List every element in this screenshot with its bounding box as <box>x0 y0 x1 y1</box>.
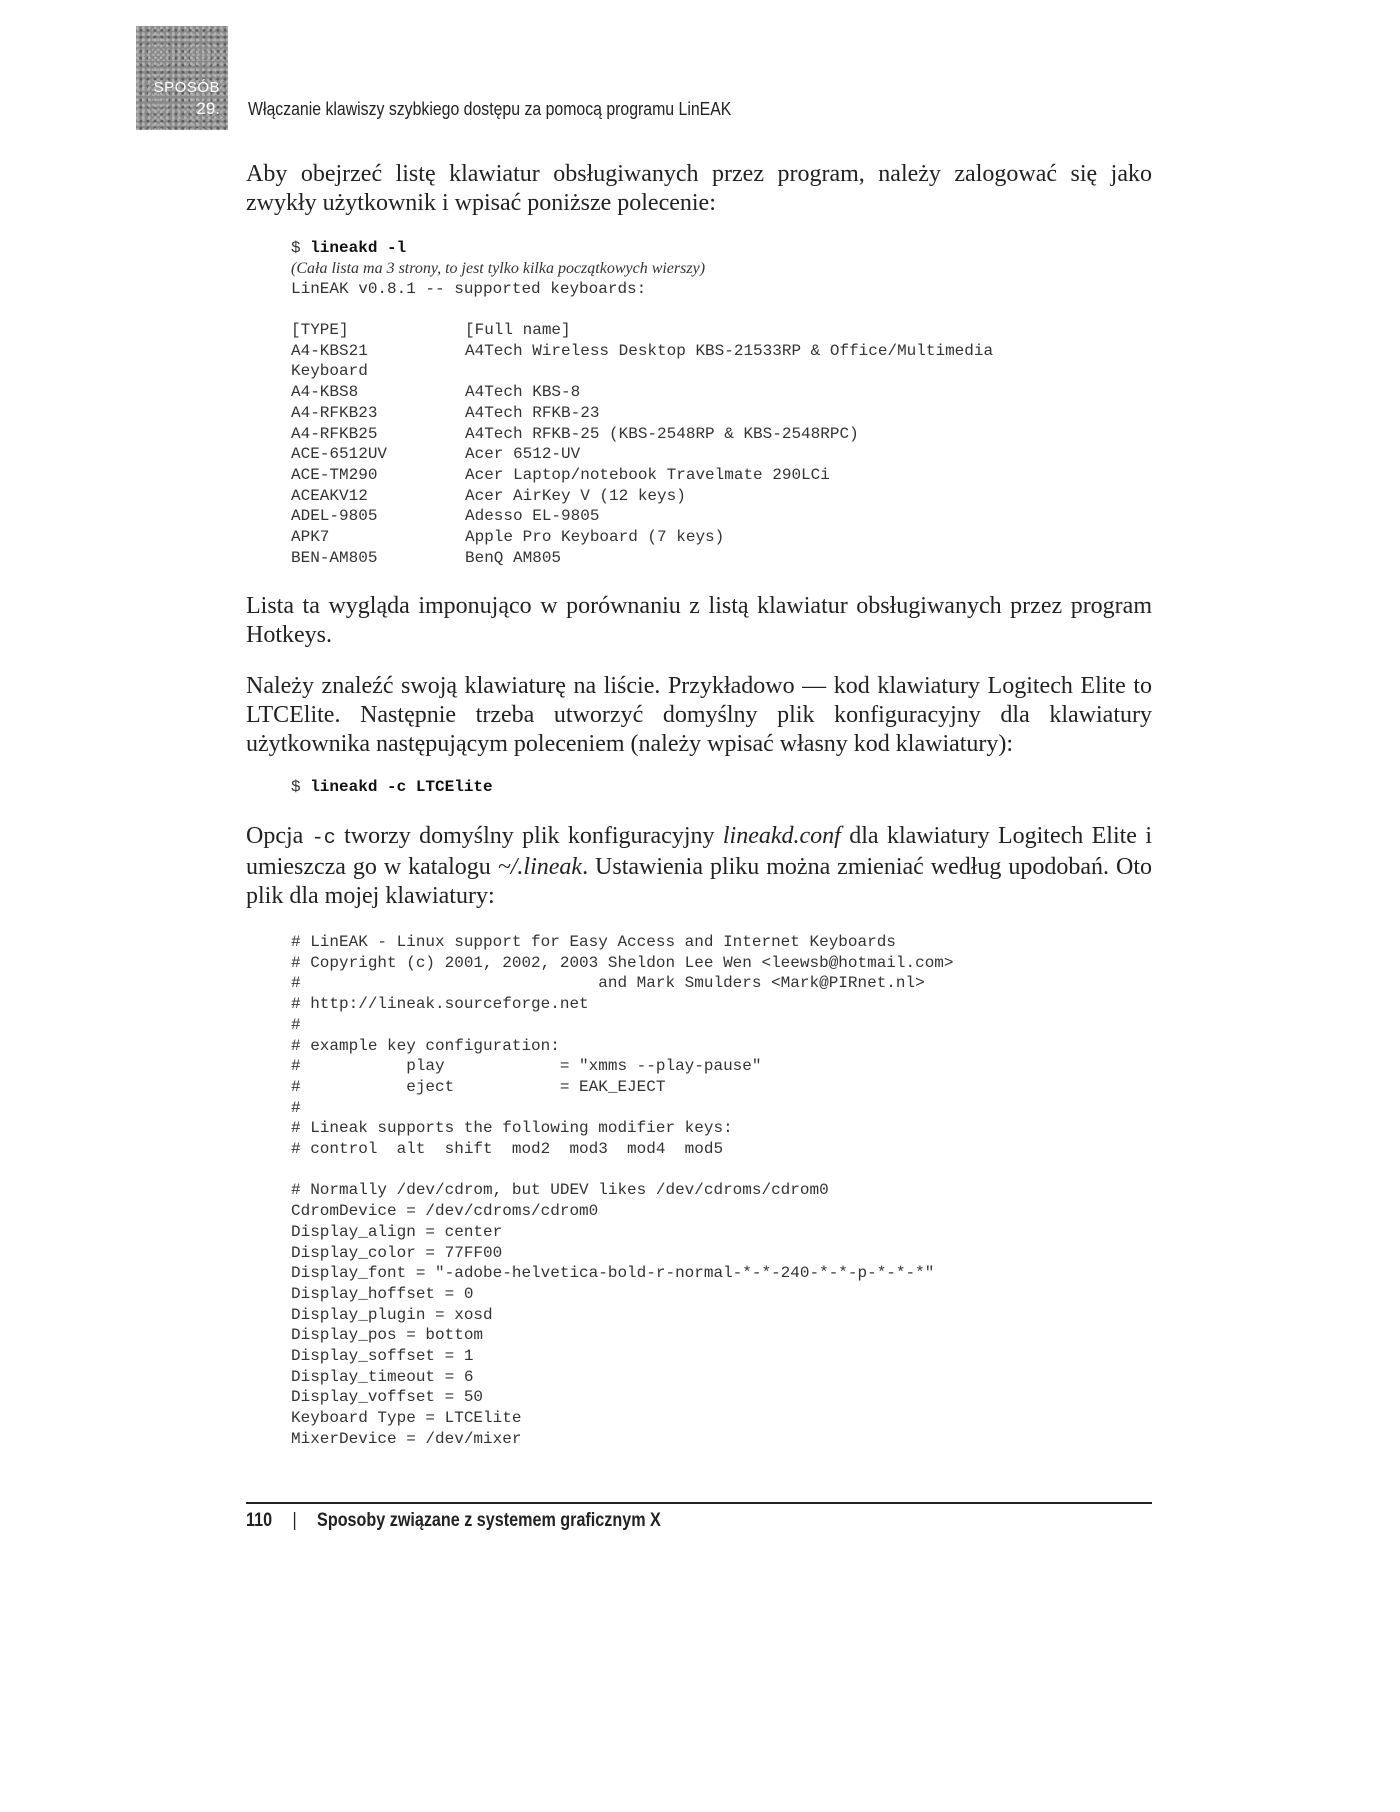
paragraph-find-keyboard: Należy znaleźć swoją klawiaturę na liście. Przykładowo — kod klawiatury Logitech Elite to LTCElite. Następnie trzeba utworzyć domyślny plik konfiguracyjny dla klawiatury użytkownika następującym poleceniem (należy wpisać własny kod klawiatury): <box>246 673 1152 757</box>
paragraph-hotkeys: Lista ta wygląda imponująco w porównaniu z listą klawiatur obsługiwanych przez program Hotkeys. <box>246 593 1152 648</box>
list-command-block <box>291 238 705 300</box>
config-line: # http://lineak.sourceforge.net <box>291 995 589 1014</box>
keyboard-type: ADEL-9805 <box>291 507 378 526</box>
config-command-block <box>291 777 493 798</box>
footer-rule <box>246 1502 1152 1504</box>
config-line: Display_color = 77FF00 <box>291 1243 503 1262</box>
page-footer <box>246 1510 661 1532</box>
table-row <box>291 507 599 525</box>
keyboard-rows <box>291 342 993 567</box>
table-row <box>291 383 580 401</box>
config-line: Display_hoffset = 0 <box>291 1284 474 1303</box>
shell-prompt: $ <box>291 239 311 257</box>
config-file-listing <box>291 932 954 1450</box>
chapter-title: Sposoby związane z systemem graficznym X <box>317 1510 661 1531</box>
keyboard-type: A4-KBS8 <box>291 383 359 402</box>
para4-text-1: Opcja <box>246 823 312 849</box>
output-header: LinEAK v0.8.1 -- supported keyboards: <box>291 280 647 299</box>
config-line: Display_voffset = 50 <box>291 1388 484 1407</box>
config-line: Keyboard Type = LTCElite <box>291 1409 522 1428</box>
config-line: Display_pos = bottom <box>291 1326 484 1345</box>
keyboard-type: A4-RFKB23 <box>291 403 378 422</box>
page-number: 110 <box>246 1510 273 1531</box>
table-row <box>291 466 830 484</box>
config-line: # control alt shift mod2 mod3 mod4 mod5 <box>291 1140 724 1159</box>
table-row <box>291 549 561 567</box>
config-line: Display_align = center <box>291 1222 503 1241</box>
sposob-badge <box>136 26 228 130</box>
para4-text-4: . Ustawienia pliku można zmieniać według upodobań. Oto plik dla mojej klawiatury: <box>246 854 1152 909</box>
option-flag: -c <box>311 827 336 850</box>
table-row <box>291 425 859 443</box>
column-header-name: [Full name] <box>465 321 571 339</box>
config-line: # Copyright (c) 2001, 2002, 2003 Sheldon Lee Wen <leewsb@hotmail.com> <box>291 953 954 972</box>
para4-text-2: tworzy domyślny plik konfiguracyjny <box>335 823 723 849</box>
para4-text-3: dla klawiatury Logitech Elite i umieszcza go w katalogu <box>246 823 1152 880</box>
config-line: # and Mark Smulders <Mark@PIRnet.nl> <box>291 974 925 993</box>
keyboard-type: BEN-AM805 <box>291 548 378 567</box>
config-line: # example key configuration: <box>291 1036 560 1055</box>
config-line: MixerDevice = /dev/mixer <box>291 1429 522 1448</box>
paragraph-option-c <box>246 822 1152 911</box>
keyboard-name: Acer Laptop/notebook Travelmate 290LCi <box>465 465 830 484</box>
table-row <box>291 445 580 463</box>
config-line: # eject = EAK_EJECT <box>291 1077 666 1096</box>
config-line: CdromDevice = /dev/cdroms/cdrom0 <box>291 1202 599 1221</box>
table-row <box>291 487 686 505</box>
config-directory: ~/.lineak <box>497 854 583 880</box>
config-line: # LinEAK - Linux support for Easy Access and Internet Keyboards <box>291 933 896 951</box>
config-line: # Normally /dev/cdrom, but UDEV likes /dev/cdroms/cdrom0 <box>291 1181 829 1200</box>
keyboard-name: Apple Pro Keyboard (7 keys) <box>465 528 725 547</box>
badge-label: SPOSÓB <box>153 79 220 96</box>
table-row <box>291 362 465 380</box>
keyboard-type: Keyboard <box>291 362 368 381</box>
list-command: lineakd -l <box>310 239 407 257</box>
keyboard-name: A4Tech RFKB-25 (KBS-2548RP & KBS-2548RPC) <box>465 424 859 443</box>
config-line: Display_font = "-adobe-helvetica-bold-r-normal-*-*-240-*-*-p-*-*-*" <box>291 1264 935 1283</box>
config-line: Display_timeout = 6 <box>291 1367 474 1386</box>
keyboard-type: ACE-6512UV <box>291 445 388 464</box>
column-header-type: [TYPE] <box>291 321 349 339</box>
running-title: Włączanie klawiszy szybkiego dostępu za pomocą programu LinEAK <box>248 99 732 119</box>
keyboard-name: Acer AirKey V (12 keys) <box>465 486 686 505</box>
badge-number: 29. <box>196 99 220 118</box>
shell-prompt: $ <box>291 778 311 796</box>
keyboard-name: Adesso EL-9805 <box>465 507 600 526</box>
table-row <box>291 342 993 360</box>
config-line: Display_plugin = xosd <box>291 1305 493 1324</box>
table-row <box>291 404 599 422</box>
intro-paragraph: Aby obejrzeć listę klawiatur obsługiwanych przez program, należy zalogować się jako zwykły użytkownik i wpisać poniższe polecenie: <box>246 161 1152 216</box>
keyboard-name: Acer 6512-UV <box>465 445 581 464</box>
config-line: # <box>291 1015 301 1034</box>
list-note: (Cała lista ma 3 strony, to jest tylko kilka początkowych wierszy) <box>291 259 706 277</box>
config-line: # Lineak supports the following modifier keys: <box>291 1119 733 1138</box>
config-line: Display_soffset = 1 <box>291 1347 474 1366</box>
config-line: # <box>291 1098 301 1117</box>
keyboard-name: A4Tech Wireless Desktop KBS-21533RP & Office/Multimedia <box>465 341 994 360</box>
config-filename: lineakd.conf <box>722 823 841 849</box>
config-line: # play = "xmms --play-pause" <box>291 1057 762 1076</box>
table-row <box>291 528 724 546</box>
keyboard-type: A4-RFKB25 <box>291 424 378 443</box>
keyboard-type: APK7 <box>291 528 330 547</box>
keyboard-type: ACEAKV12 <box>291 486 368 505</box>
keyboard-type: ACE-TM290 <box>291 465 378 484</box>
keyboard-type: A4-KBS21 <box>291 341 368 360</box>
keyboard-name: A4Tech KBS-8 <box>465 383 581 402</box>
keyboard-table <box>291 320 993 568</box>
footer-separator: | <box>292 1510 297 1531</box>
keyboard-name: BenQ AM805 <box>465 548 562 567</box>
keyboard-name: A4Tech RFKB-23 <box>465 403 600 422</box>
config-command: lineakd -c LTCElite <box>310 778 493 796</box>
